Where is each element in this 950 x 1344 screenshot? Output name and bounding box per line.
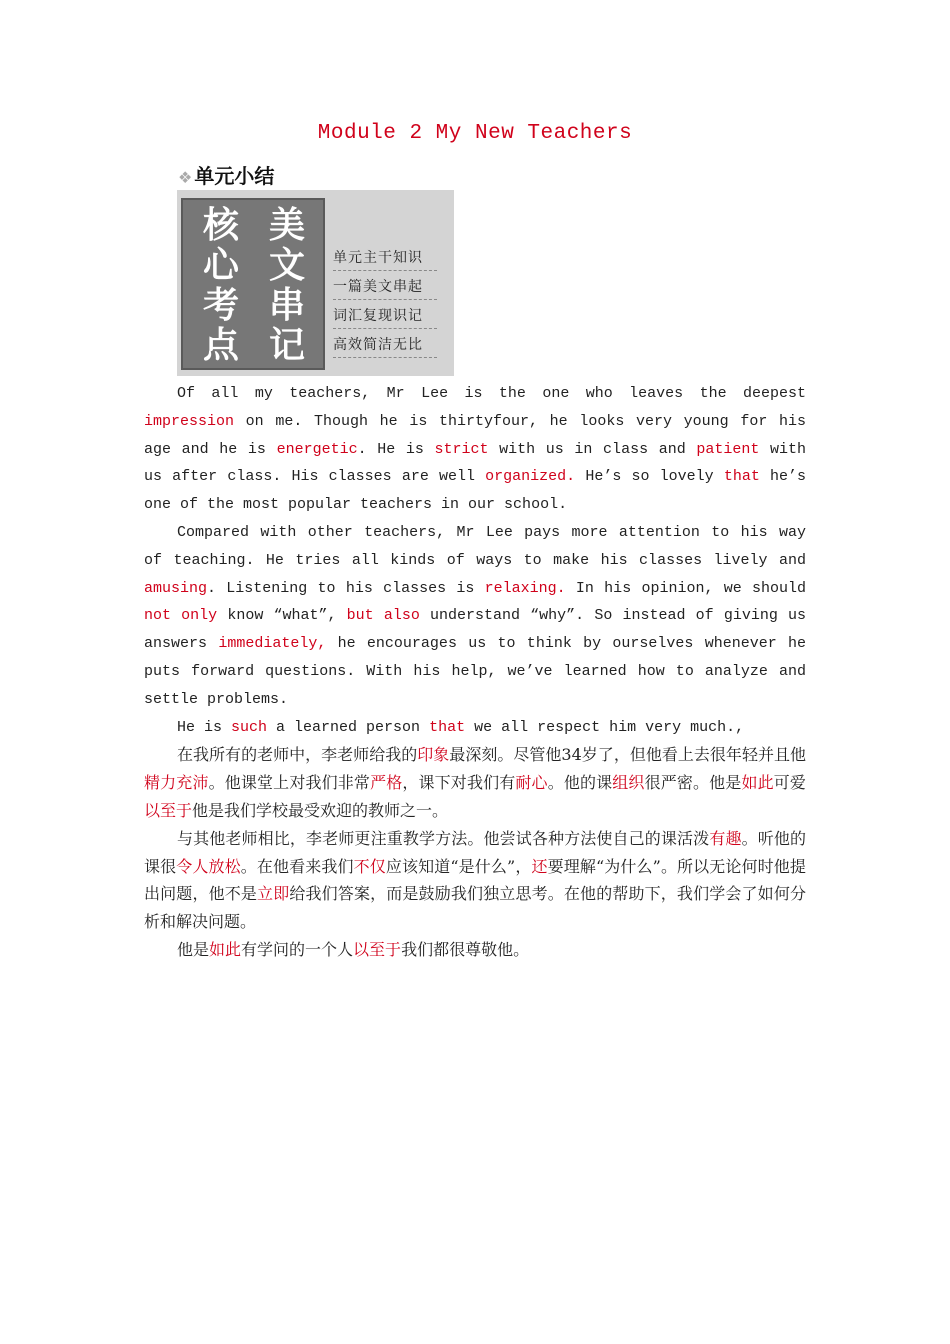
text-run: 。听他的课很 (144, 828, 806, 876)
highlighted-term: organized. (485, 468, 576, 486)
text-run: he’s one of the most popular teachers in our school. (144, 468, 806, 514)
highlighted-term: 精力充沛 (144, 773, 209, 793)
highlighted-term: 组织 (612, 773, 645, 793)
page-title: Module 2 My New Teachers (317, 122, 633, 145)
banner-char: 考 (202, 285, 239, 326)
highlighted-term: 立即 (257, 884, 290, 904)
passage-content (144, 380, 806, 964)
diamond-icon: ❖ (178, 168, 193, 187)
highlighted-term: amusing (144, 579, 208, 597)
chinese-paragraph-1 (144, 741, 806, 824)
banner-char: 串 (268, 285, 305, 326)
banner-core-box (181, 198, 325, 370)
english-paragraph-3 (144, 714, 806, 742)
highlighted-term: 还 (531, 856, 548, 876)
highlighted-term: 如此 (741, 773, 774, 793)
highlighted-term: 如此 (209, 939, 242, 959)
highlighted-term: strict (434, 440, 489, 458)
text-run: 要理解“为什么”。所以无论何时他提出问题，他不是 (144, 856, 806, 904)
highlighted-term: 印象 (417, 745, 450, 765)
highlighted-term: immediately, (218, 635, 327, 653)
text-run: with us in class and (488, 440, 697, 458)
text-run: . He is (357, 440, 435, 458)
text-run: 我们都很尊敬他。 (401, 939, 530, 959)
text-run: know “what”, (217, 607, 347, 625)
highlighted-term: energetic (276, 440, 358, 458)
text-run: Compared with other teachers, Mr Lee pays more attention to his way of teaching. He tries all kinds of ways to make his classes lively and (144, 523, 806, 569)
text-run: a learned person (267, 718, 430, 736)
highlighted-term: relaxing. (484, 579, 566, 597)
banner-taglines (333, 246, 437, 362)
banner-tagline: 高效简洁无比 (333, 333, 437, 358)
banner-char: 美 (268, 205, 305, 246)
english-paragraph-1 (144, 380, 806, 519)
highlighted-term: not only (144, 607, 218, 625)
text-run: 与其他老师相比，李老师更注重教学方法。他尝试各种方法使自己的课活泼 (177, 828, 710, 848)
highlighted-term: that (429, 718, 466, 736)
banner-tagline: 单元主干知识 (333, 246, 437, 271)
banner-char: 点 (202, 325, 239, 366)
section-heading-text: 单元小结 (194, 164, 275, 188)
highlighted-term: 以至于 (144, 800, 193, 820)
text-run: In his opinion, we should (565, 579, 807, 597)
highlighted-term: but also (346, 607, 420, 625)
text-run: 他是我们学校最受欢迎的教师之一。 (192, 800, 449, 820)
text-run: 在我所有的老师中，李老师给我的 (177, 745, 418, 765)
chinese-paragraph-3 (144, 936, 806, 964)
text-run: 可爱 (773, 773, 806, 793)
text-run: 应该知道“是什么”， (385, 856, 532, 876)
text-run: . Listening to his classes is (207, 579, 485, 597)
text-run: 他是 (177, 939, 210, 959)
summary-banner (177, 190, 454, 376)
highlighted-term: impression (144, 412, 235, 430)
text-run: with us after class. His classes are well (144, 440, 806, 486)
text-run: ，课下对我们有 (402, 773, 516, 793)
highlighted-term: 有趣 (709, 828, 742, 848)
section-heading (178, 160, 274, 189)
text-run: 很严密。他是 (644, 773, 742, 793)
text-run: he encourages us to think by ourselves whenever he puts forward questions. With his help, we’ve learned how to analyze and settle problems. (144, 635, 807, 708)
banner-char: 记 (268, 325, 305, 366)
text-run: 给我们答案，而是鼓励我们独立思考。在他的帮助下，我们学会了如何分析和解决问题。 (144, 884, 806, 932)
banner-char: 核 (202, 205, 239, 246)
banner-tagline: 词汇复现识记 (333, 304, 437, 329)
text-run: understand “why”. So instead of giving us answers (144, 607, 806, 653)
highlighted-term: 以至于 (353, 939, 402, 959)
text-run: Of all my teachers, Mr Lee is the one who leaves the deepest (177, 385, 806, 402)
banner-column-left (191, 206, 251, 366)
text-run: He’s so lovely (575, 468, 724, 486)
highlighted-term: patient (696, 440, 760, 458)
highlighted-term: that (723, 468, 760, 486)
text-run: on me. Though he is thirtyfour, he looks very young for his age and he is (144, 412, 806, 458)
banner-char: 文 (268, 245, 305, 286)
text-run: 。他课堂上对我们非常 (208, 773, 371, 793)
text-run: 。在他看来我们 (240, 856, 354, 876)
text-run: 。他的课 (547, 773, 613, 793)
banner-column-right (257, 206, 317, 366)
highlighted-term: 严格 (370, 773, 403, 793)
highlighted-term: such (231, 718, 268, 736)
chinese-paragraph-2 (144, 825, 806, 936)
banner-tagline: 一篇美文串起 (333, 275, 437, 300)
text-run: we all respect him very much., (465, 718, 745, 736)
text-run: 有学问的一个人 (241, 939, 354, 959)
highlighted-term: 令人放松 (176, 856, 241, 876)
text-run: He is (177, 718, 232, 736)
english-paragraph-2 (144, 519, 806, 714)
highlighted-term: 耐心 (515, 773, 548, 793)
text-run: 最深刻。尽管他34岁了，但他看上去很年轻并且他 (449, 745, 806, 765)
highlighted-term: 不仅 (353, 856, 386, 876)
banner-char: 心 (202, 245, 239, 286)
